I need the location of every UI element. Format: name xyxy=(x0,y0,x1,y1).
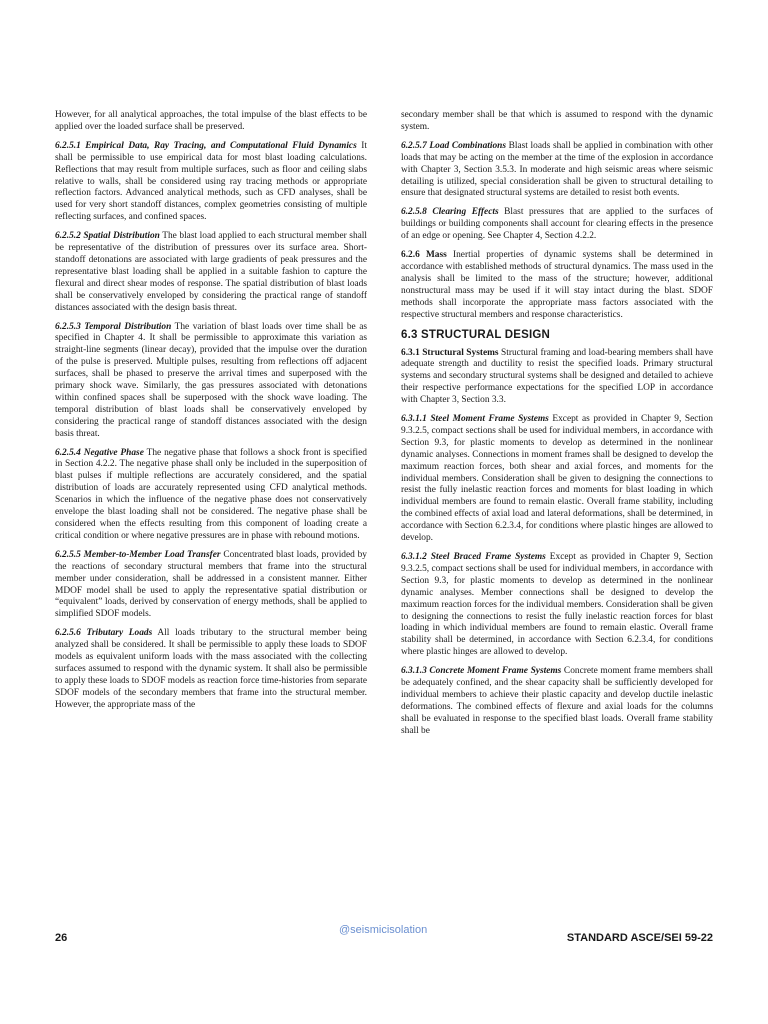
paragraph xyxy=(401,414,713,545)
paragraph-text: Concrete moment frame members shall be adequately confined, and the shear capacity shall be sufficiently developed for individual members to achieve their plastic capacity and develop ductile inelastic deformations. The combined effects of flexure and axial loads for the columns shall be evaluated in response to the specified blast loads. Overall frame stability shall be xyxy=(401,666,713,736)
section-number-heading: 6.2.5.1 Empirical Data, Ray Tracing, and Computational Fluid Dynamics xyxy=(55,140,357,151)
left-column xyxy=(55,110,367,970)
paragraph-text: Except as provided in Chapter 9, Section 9.3.2.5, compact sections shall be used for individual members, in accordance with Section 9.3, for plastic moments to develop as determined in the nonlinear dynamic analyses. Member connections shall be designed to develop the maximum reaction forces for the individual members. Consideration shall be given to designing the connections to resist the fully inelastic reaction forces for blast loading in which individual members are found to remain elastic. Overall frame stability shall be determined, in accordance with Section 6.2.3.4, for conditions where plastic hinges are allowed to develop. xyxy=(401,552,713,658)
section-number-heading: 6.3.1 Structural Systems xyxy=(401,347,499,358)
section-number-heading: 6.2.5.3 Temporal Distribution xyxy=(55,321,172,332)
section-number-heading: 6.2.5.7 Load Combinations xyxy=(401,140,507,151)
paragraph xyxy=(401,552,713,659)
right-top-paragraphs xyxy=(401,110,713,322)
paragraph-text: The negative phase that follows a shock front is specified in Section 4.2.2. The negative phase shall only be included in the superposition of blast pulses if multiple reflections are accurately considered, and the spatial distribution of loads are accurately represented using CFD analytical methods. Scenarios in which the influence of the negative phase does not conservatively envelope the blast loading shall not be considered. The negative phase shall be considered when the effects resulting from this component of loading create a critical condition or where negative pressures are in phase with rebound motions. xyxy=(55,447,367,541)
section-number-heading: 6.2.5.8 Clearing Effects xyxy=(401,207,499,218)
paragraph-text: Inertial properties of dynamic systems shall be determined in accordance with established methods of structural dynamics. The mass used in the analysis shall be limited to the mass of the structure; however, additional nonstructural mass may be used if it will stay intact during the blast. SDOF methods shall incorporate the appropriate mass factors associated with the respective structural members and response characteristics. xyxy=(401,250,713,320)
section-number-heading: 6.3.1.3 Concrete Moment Frame Systems xyxy=(401,666,562,677)
paragraph-text: Blast pressures that are applied to the surfaces of buildings or building components shall account for clearing effects in the presence of an edge or opening. See Chapter 4, Section 4.2.2. xyxy=(401,207,713,242)
right-column xyxy=(401,110,713,970)
paragraph-text: Blast loads shall be applied in combination with other loads that may be acting on the member at the time of the explosion in accordance with Chapter 3, Section 3.5.3. In moderate and high seismic areas where seismic detailing is utilized, special consideration shall be given to structural detailing to ensure that designated structural systems are detailed to resist both events. xyxy=(401,140,713,199)
paragraph xyxy=(55,110,367,134)
section-number-heading: 6.3.1.2 Steel Braced Frame Systems xyxy=(401,552,546,562)
paragraph-text: However, for all analytical approaches, the total impulse of the blast effects to be applied over the loaded surface shall be preserved. xyxy=(55,110,367,132)
paragraph-text: Concentrated blast loads, provided by the reactions of secondary structural members that frame into the structural member under consideration, shall be addressed in a consistent manner. Either MDOF model shall be used to apply the representative spatial distribution or “equivalent” loads, derived by conservation of energy methods, shall be applied to simplified SDOF models. xyxy=(55,549,367,620)
page-number: 26 xyxy=(55,932,68,944)
running-footer-title: STANDARD ASCE/SEI 59-22 xyxy=(566,932,713,944)
right-bottom-paragraphs xyxy=(401,348,713,738)
section-number-heading: 6.3.1.1 Steel Moment Frame Systems xyxy=(401,414,549,425)
paragraph xyxy=(401,666,713,737)
section-heading: 6.3 STRUCTURAL DESIGN xyxy=(401,328,551,341)
paragraph xyxy=(401,110,713,134)
watermark-text: @seismicisolation xyxy=(339,924,428,936)
paragraph xyxy=(401,207,713,243)
paragraph-text: Structural framing and load-bearing members shall have adequate strength and ductility to resist the specified loads. Primary structural systems and secondary structural systems shall be designed and detailed to achieve their respective performance expectations for the specified LOP in accordance with Chapter 3, Section 3.3. xyxy=(401,347,714,406)
paragraph xyxy=(55,231,367,314)
paragraph xyxy=(55,628,367,711)
paragraph xyxy=(401,250,713,321)
section-number-heading: 6.2.5.2 Spatial Distribution xyxy=(55,231,160,242)
paragraph xyxy=(401,141,713,201)
paragraph-text: It shall be permissible to use empirical data for most blast loading calculations. Reflections that may result from multiple surfaces, such as floor and ceiling slabs relative to walls, shall be considered using ray tracing methods or appropriate reflection factors. Advanced analytical methods, such as CFD analyses, shall be used for very short standoff distances, complex geometries consisting of multiple reflecting surfaces, and confined spaces. xyxy=(55,140,367,223)
paragraph-text: The blast load applied to each structural member shall be representative of the distribution of pressures over its surface area. Short-standoff detonations are associated with large gradients of peak pressures and the representative blast loading shall be applied in a suitable fashion to capture the flexural and direct shear modes of response. The spatial distribution of blast loads shall be conservatively enveloped by considering the practical range of standoff distances associated with the design basis threat. xyxy=(55,231,367,313)
section-number-heading: 6.2.5.5 Member-to-Member Load Transfer xyxy=(55,549,221,560)
paragraph-text: secondary member shall be that which is assumed to respond with the dynamic system. xyxy=(401,110,713,132)
section-number-heading: 6.2.6 Mass xyxy=(401,250,447,261)
section-number-heading: 6.2.5.4 Negative Phase xyxy=(55,447,144,458)
document-page xyxy=(55,110,713,970)
paragraph xyxy=(401,348,713,408)
paragraph xyxy=(55,322,367,441)
paragraph-text: Except as provided in Chapter 9, Section 9.3.2.5, compact sections shall be used for individual members, in accordance with Section 9.3, for plastic moments to develop as determined in the nonlinear dynamic analyses. Connections in moment frames shall be designed to develop the maximum reaction forces, both shear and axial forces, and moments for the individual members. Consideration shall be given to designing the connections to resist the fully inelastic reaction forces and moments for blast loading in which individual members are found to remain elastic. Overall frame stability, including the combined effects of axial load and lateral deformations, shall be determined, in accordance with Section 6.2.3.4, for conditions where plastic hinges are allowed to develop. xyxy=(401,414,713,544)
paragraph xyxy=(55,141,367,224)
paragraph-text: All loads tributary to the structural member being analyzed shall be considered. It shall be permissible to apply these loads to SDOF models as equivalent uniform loads with the mass associated with the collecting surfaces assumed to respond with the dynamic system. It shall also be permissible to apply these loads to SDOF models as reaction force time-histories from separate SDOF models of the secondary members that frame into the structural member. However, the appropriate mass of the xyxy=(55,628,367,710)
paragraph-text: The variation of blast loads over time shall be as specified in Chapter 4. It shall be permissible to approximate this variation as straight-line segments (linear decay), provided that the impulse over the duration of the pulse is preserved. Multiple pulses, resulting from reflections off adjacent surfaces, shall be phased to preserve the arrival times and superposed with the primary shock wave. Similarly, the gas pressures associated with detonations within confined spaces shall be superposed with the shock wave loading. The temporal distribution of blast loads shall be conservatively enveloped by considering the practical range of standoff distances associated with the design basis threat. xyxy=(55,321,368,439)
page-footer xyxy=(55,924,713,948)
paragraph xyxy=(55,550,367,621)
section-number-heading: 6.2.5.6 Tributary Loads xyxy=(55,628,153,639)
paragraph xyxy=(55,448,367,543)
